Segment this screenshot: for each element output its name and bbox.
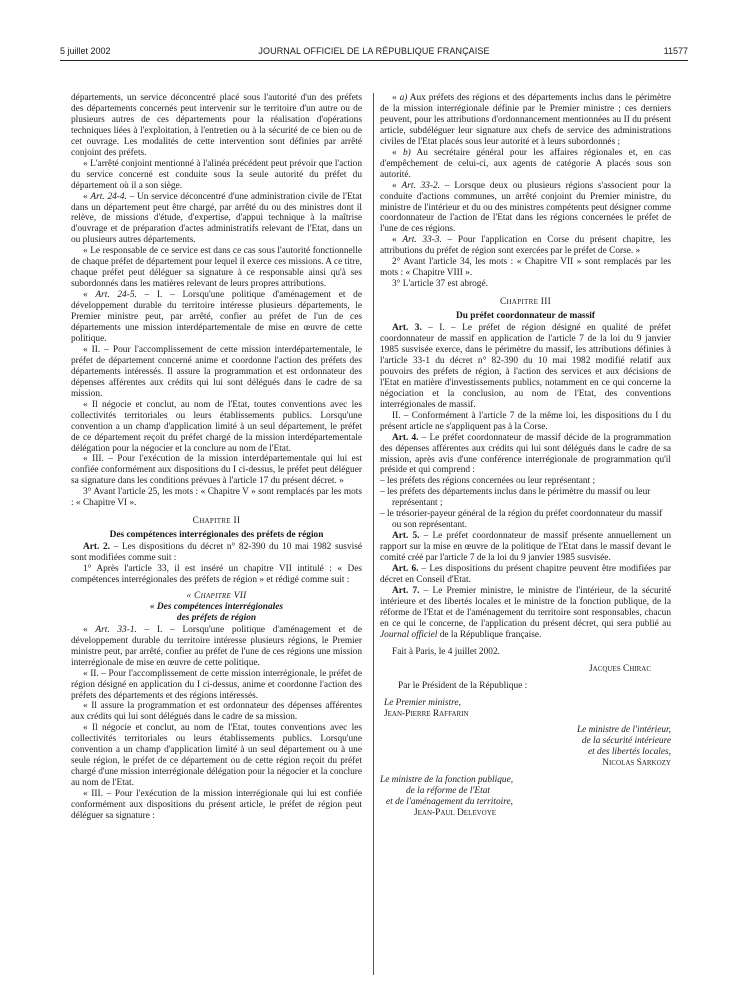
left-column (71, 93, 362, 822)
article-label: Art. 33-3. (402, 235, 442, 246)
article-6: Art. 6. – Les dispositions du présent chapitre peuvent être modifiées par décret en Conseil d'Etat. (380, 564, 671, 585)
list-item: – le trésorier-payeur général de la région du préfet coordonnateur du massif ou son représentant. (380, 509, 663, 531)
list-item: – les préfets des régions concernées ou leur représentant ; (380, 476, 596, 487)
interior-minister-title: Le ministre de l'intérieur, de la sécurité intérieure et des libertés locales, (576, 725, 671, 758)
article-24-4: « Art. 24-4. – Un service déconcentré d'une administration civile de l'Etat dans un département peut être chargé, par arrêté du ou des ministres dont il relève, de missions d'étude, d'expertise, d'appui technique à la maîtrise d'ouvrage et de préparation d'actes administratifs relevant de l'Etat, dans un ou plusieurs autres départements. (71, 191, 362, 246)
signature-president: Jacques Chirac (589, 663, 651, 674)
paragraph: 2° Avant l'article 34, les mots : « Chapitre VII » sont remplacés par les mots : « Chapitre VIII ». (380, 257, 671, 279)
article-24-5: « Art. 24-5. – I. – Lorsqu'une politique d'aménagement et de développement durable du territoire intéresse plusieurs départements, le Premier ministre peut, par arrêté, confier au préfet de l'un de ces départements une mission interdépartementale de mise en œuvre de cette politique. (71, 290, 362, 344)
article-7: Art. 7. – Le Premier ministre, le ministre de l'intérieur, de la sécurité intérieure et des libertés locales et le ministre de la fonction publique, de la réforme de l'Etat et de l'aménagement du territoire sont responsables, chacun en ce qui le concerne, de l'application du présent décret, qui sera publié au Journal officiel de la République française. (380, 585, 672, 640)
article-label: Art. 33-2. (401, 180, 441, 191)
fp-minister-title: Le ministre de la fonction publique, de la réforme de l'Etat et de l'aménagement du territoire, (380, 775, 514, 808)
right-column (380, 93, 671, 819)
article-label: Art. 24-5. (95, 290, 137, 301)
paragraph: « III. – Pour l'exécution de la mission interrégionale qui lui est confiée conformément aux dispositions du présent article, le préfet de région peut déléguer sa signature : (71, 789, 362, 821)
article-label: Art. 4. (392, 432, 419, 443)
paragraph: « Il négocie et conclut, au nom de l'Etat, toutes conventions avec les collectivités territoriales ou leurs établissements publics. Lorsqu'une convention a un champ d'application limité à un seul département ou à une seule région, le préfet de ce département ou de cette région reçoit du préfet chargé d'une mission interrégionale délégation pour la négocier et la conclure au nom de l'Etat. (71, 723, 362, 789)
paragraph: « Il négocie et conclut, au nom de l'Etat, toutes conventions avec les collectivités territoriales ou leurs établissements publics. Lorsqu'une convention a un champ d'application limité à un seul département, le préfet de ce département reçoit du préfet chargé de la mission interdépartementale délégation pour la négocier et la conclure au nom de l'Etat. (71, 399, 362, 454)
article-33-2: « Art. 33-2. – Lorsque deux ou plusieurs régions s'associent pour la conduite d'actions communes, un arrêté conjoint du Premier ministre, du ministre de l'intérieur et du ou des ministres compétents peut désigner comme coordonnateur de l'action de l'Etat dans les régions concernées le préfet de l'une de ces régions. (380, 180, 672, 235)
date-place: Fait à Paris, le 4 juillet 2002. (392, 646, 500, 657)
paragraph: « L'arrêté conjoint mentionné à l'alinéa précédent peut prévoir que l'action du service concerné est conduite sous la seule autorité du préfet du département où il a son siège. (71, 158, 362, 191)
page-header (60, 46, 688, 60)
article-label: Art. 3. (392, 323, 422, 334)
paragraph: 1° Après l'article 33, il est inséré un chapitre VII intitulé : « Des compétences interrégionales des préfets de région » et rédigé comme suit : (71, 564, 362, 585)
article-label: Art. 7. (392, 585, 420, 596)
paragraph-b: « b) Au secrétaire général pour les affaires régionales et, en cas d'empêchement de celui-ci, aux agents de catégorie A placés sous son autorité. (380, 147, 671, 180)
column-divider (373, 93, 374, 975)
journal-title: JOURNAL OFFICIEL DE LA RÉPUBLIQUE FRANÇAISE (258, 46, 490, 56)
page-number: 11577 (663, 46, 688, 56)
article-33-1: « Art. 33-1. – I. – Lorsqu'une politique d'aménagement et de développement durable du territoire intéresse plusieurs régions, le Premier ministre peut, par arrêté, confier au préfet de l'une de ces régions une mission interrégionale de mise en œuvre de cette politique. (71, 624, 362, 668)
paragraph: II. – Conformément à l'article 7 de la même loi, les dispositions du I du présent article ne s'appliquent pas à la Corse. (380, 410, 671, 432)
article-3: Art. 3. – I. – Le préfet de région désigné en qualité de préfet coordonnateur de massif en application de l'article 7 de la loi du 9 janvier 1985 susvisée exerce, dans le périmètre du massif, les attributions définies à l'article 33-1 du décret n° 82-390 du 10 mai 1982 modifié relatif aux pouvoirs des préfets de région, à l'action des services et aux décisions de l'Etat en matière d'investissements publics, notamment en ce qui concerne la négociation et la conclusion, au nom de l'Etat, des conventions interrégionales de massif. (380, 323, 672, 410)
paragraph: « Le responsable de ce service est dans ce cas sous l'autorité fonctionnelle de chaque préfet de département pour lequel il exerce ces missions. A ce titre, chaque préfet peut déléguer sa signature à ce responsable ainsi qu'à ses subordonnés dans les matières relevant de leurs propres attributions. (71, 246, 362, 290)
article-2: Art. 2. – Les dispositions du décret n° 82-390 du 10 mai 1982 susvisé sont modifiées comme suit : (71, 542, 362, 564)
interior-minister-name: Nicolas Sarkozy (602, 758, 671, 769)
fp-minister-name: Jean-Paul Delevoye (414, 808, 497, 819)
chapter-heading: Chapitre III (499, 297, 552, 308)
article-label: Art. 24-4. (90, 191, 127, 202)
header-date: 5 juillet 2002 (60, 46, 111, 56)
chapter-title: des préfets de région (176, 612, 257, 623)
paragraph: « Il assure la programmation et est ordonnateur des dépenses afférentes aux crédits qui lui sont délégués dans le cadre de sa mission. (71, 701, 362, 723)
paragraph: départements, un service déconcentré placé sous l'autorité d'un des préfets des départements concernés peut intervenir sur le territoire d'un autre ou de plusieurs autres de ces départements pour la réalisation d'opérations techniques liées à l'exploitation, à l'entretien ou à la sécurité de ce bien ou de cet ouvrage. Les modalités de cette intervention sont définies par arrêté conjoint des préfets. (71, 93, 362, 158)
chapter-heading: Chapitre II (192, 516, 241, 527)
chapter-title: Du préfet coordonnateur de massif (456, 311, 595, 322)
article-label: Art. 2. (83, 542, 110, 553)
chapter-title: Des compétences interrégionales des préfets de région (109, 530, 324, 541)
article-label: Art. 5. (392, 531, 420, 542)
article-33-3: « Art. 33-3. – Pour l'application en Corse du présent chapitre, les attributions du préfet de région sont exercées par le préfet de Corse. » (380, 235, 672, 257)
list-item: – les préfets des départements inclus dans le périmètre du massif ou leur représentant ; (380, 487, 651, 509)
member-list (380, 476, 671, 531)
paragraph: « II. – Pour l'accomplissement de cette mission interdépartementale, le préfet de département concerné anime et coordonne l'action des préfets des départements intéressés. Il assure la programmation et est ordonnateur des dépenses afférentes aux crédits qui lui sont délégués dans le cadre de sa mission. (71, 344, 362, 399)
article-5: Art. 5. – Le préfet coordonnateur de massif présente annuellement un rapport sur la mise en œuvre de la politique de l'Etat dans le massif devant le comité créé par l'article 7 de la loi du 9 janvier 1985 susvisée. (380, 531, 672, 564)
pm-name: Jean-Pierre Raffarin (384, 708, 469, 719)
header-rule (60, 60, 688, 61)
paragraph: 3° L'article 37 est abrogé. (392, 279, 488, 290)
paragraph: 3° Avant l'article 25, les mots : « Chapitre V » sont remplacés par les mots : « Chapitre VI ». (71, 487, 362, 509)
paragraph-a: « a) Aux préfets des régions et des départements inclus dans le périmètre de la mission interrégionale définie par le Premier ministre ; ces derniers peuvent, pour les attributions d'ordonnancement mentionnées au II du présent article, subdéléguer leur signature aux chefs de service des administrations civiles de l'Etat placés sous leur autorité et à leurs subordonnés ; (380, 93, 671, 147)
chapter-heading: « Chapitre VII (186, 590, 247, 601)
article-4: Art. 4. – Le préfet coordonnateur de massif décide de la programmation des dépenses afférentes aux crédits qui lui sont délégués dans le cadre de sa mission, après avis d'une conférence interrégionale de programmation qu'il préside et qui comprend : (380, 432, 671, 476)
chapter-title: « Des compétences interrégionales (149, 601, 284, 612)
article-label: Art. 33-1. (95, 624, 137, 635)
paragraph: « III. – Pour l'exécution de la mission interdépartementale qui lui est confiée conformément aux dispositions du I ci-dessus, le préfet peut déléguer sa signature dans les conditions prévues à l'article 17 du présent décret. » (71, 454, 362, 487)
paragraph: « II. – Pour l'accomplissement de cette mission interrégionale, le préfet de région désigné en application du I ci-dessus, anime et coordonne l'action des préfets des départements et des régions intéressés. (71, 668, 362, 701)
pm-title: Le Premier ministre, (384, 697, 461, 708)
by-president: Par le Président de la République : (398, 680, 528, 691)
article-label: Art. 6. (392, 564, 419, 575)
